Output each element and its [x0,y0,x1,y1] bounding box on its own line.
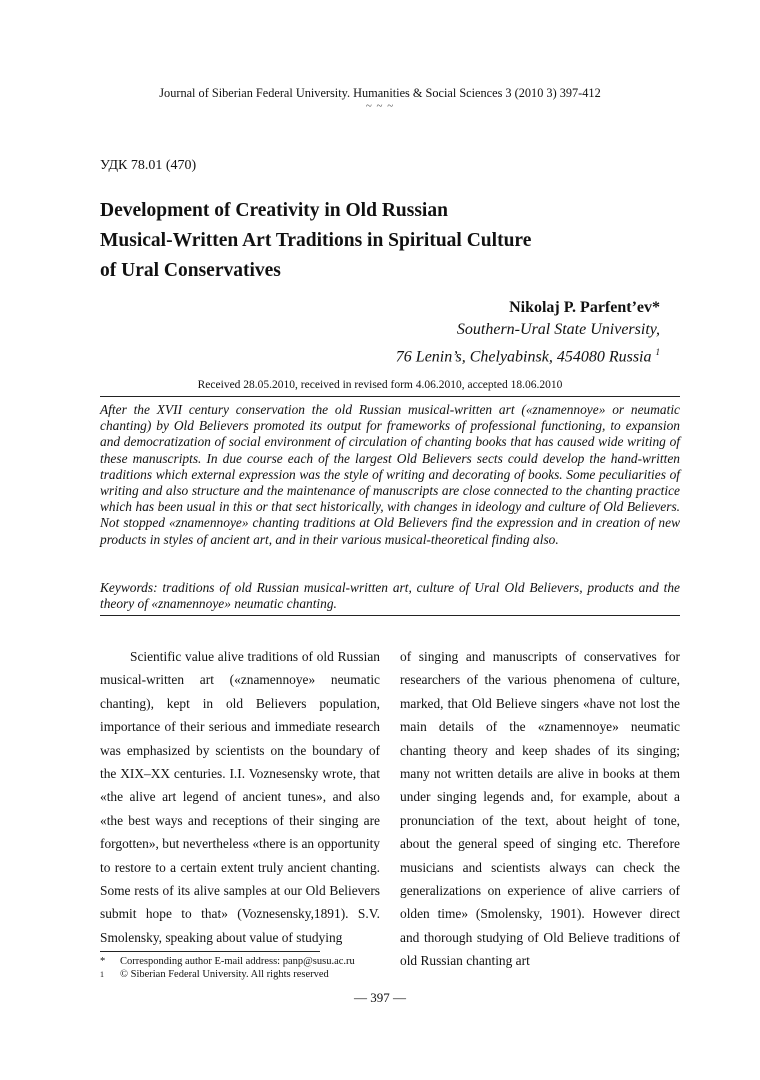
affiliation-line [396,341,660,368]
keywords: Keywords: traditions of old Russian musical-written art, culture of Ural Old Believers, products and the theory of «znamennoye» neumatic chanting. [100,580,680,612]
received-dates: Received 28.05.2010, received in revised form 4.06.2010, accepted 18.06.2010 [197,379,563,391]
footnote-mark: * [100,956,106,967]
article-title [100,196,660,286]
author-name: Nikolaj P. Parfent’ev* [509,299,660,316]
body-column-right: of singing and manuscripts of conservatives for researchers of the various phenomena of culture, marked, that Old Believe singers «have not lost the main details of the «znamennoye» neumatic chanting theory and keep shades of its singing; many not written details are alive in books at them under singing legends and, for example, about a pronunciation of the text, about height of tone, about the general speed of singing etc. Therefore musicians and scientists always can check the generalizations on experience of alive carriers of olden time» (Smolensky, 1901). However direct and thorough studying of Old Believe traditions of old Russian chanting art [400,649,680,969]
affiliation-address: 76 Lenin’s, Chelyabinsk, 454080 Russia [395,348,652,366]
affiliation-line: Southern-Ural State University, [456,321,660,338]
udk-code: УДК 78.01 (470) [100,158,197,173]
body-column-left: Scientific value alive traditions of old Russian musical-written art («znamennoye» neumatic chanting), kept in old Believers population, importance of their serious and immediate research was emphasized by scientists on the boundary of the XIX–XX centuries. I.I. Voznesensky wrote, that «the alive art legend of ancient tunes», and also «the best ways and receptions of their singing are forgotten», but nevertheless «there is an opportunity to restore to a certain extent truly ancient chanting. Some rests of its alive samples at our Old Believers submit hope to that» (Voznesensky,1891). S.V. Smolensky, speaking about value of studying [100,649,380,945]
divider [100,396,680,397]
author-block [396,297,660,368]
header-separator: ~ ~ ~ [365,100,395,112]
footnote [100,968,329,982]
title-line: Musical-Written Art Traditions in Spiritual Culture [100,230,532,251]
title-line: of Ural Conservatives [100,260,281,281]
affiliation-mark: 1 [655,347,660,357]
divider [100,615,680,616]
journal-header: Journal of Siberian Federal University. Humanities & Social Sciences 3 (2010 3) 397-412 [159,86,601,100]
abstract: After the XVII century conservation the old Russian musical-written art («znamennoye» or neumatic chanting) by Old Believers promoted its output for frameworks of professional functioning, to expansion and democratization of social environment of circulation of chanting books that has caused wide writing of these manuscripts. In due course each of the largest Old Believers sects could develop the hand-written traditions which external expression was the style of writing and decorating of books. Some peculiarities of writing and also structure and the maintenance of manuscripts are close connected to the chanting practice which has been usual in this or that sect historically, with changes in ideology and culture of Old Believers. Not stopped «znamennoye» chanting traditions at Old Believers find the expression and in creation of new products in styles of ancient art, and in their various musical-theoretical finding also. [100,402,680,547]
footnote [100,955,355,969]
footnote-mark: 1 [100,970,104,979]
page-number: — 397 — [354,990,406,1005]
footnote-text: © Siberian Federal University. All rights reserved [120,969,329,980]
footnote-divider [100,951,320,952]
title-line: Development of Creativity in Old Russian [100,200,448,221]
footnote-text: Corresponding author E-mail address: panp@susu.ac.ru [120,956,355,967]
